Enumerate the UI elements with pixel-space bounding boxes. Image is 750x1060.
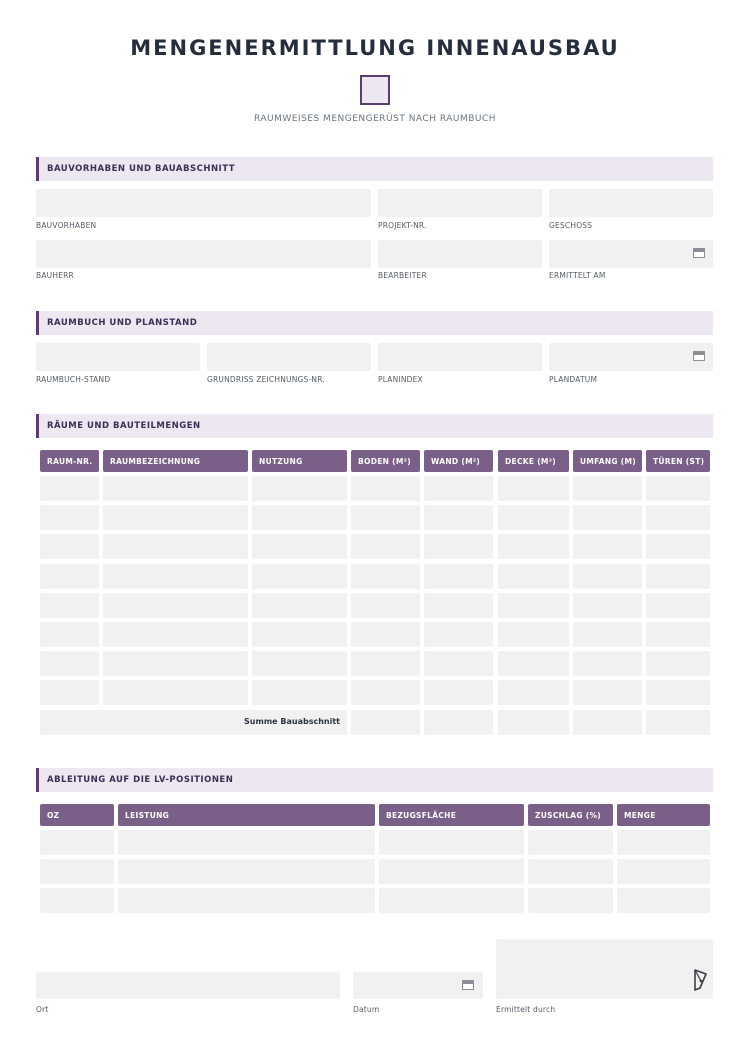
raeume-cell[interactable] xyxy=(646,476,710,501)
raeume-header-cell xyxy=(252,450,347,472)
plandatum-label: PLANDATUM xyxy=(549,375,598,384)
lv-cell[interactable] xyxy=(379,830,524,855)
planindex-field[interactable] xyxy=(378,343,542,371)
raeume-cell[interactable] xyxy=(103,680,248,705)
raeume-cell[interactable] xyxy=(498,680,569,705)
sum-label-cell xyxy=(40,710,347,735)
raeume-cell[interactable] xyxy=(103,622,248,647)
grundriss-field[interactable] xyxy=(207,343,371,371)
signature-field[interactable] xyxy=(496,939,713,999)
lv-header-cell xyxy=(40,804,114,826)
raeume-cell[interactable] xyxy=(498,593,569,618)
lv-header-label: BEZUGSFLÄCHE xyxy=(386,811,457,820)
raeume-header-cell xyxy=(573,450,642,472)
raeume-cell[interactable] xyxy=(103,593,248,618)
sum-cell[interactable] xyxy=(424,710,493,735)
raeume-header-cell xyxy=(351,450,420,472)
page-title: MENGENERMITTLUNG INNENAUSBAU xyxy=(130,36,620,60)
lv-cell[interactable] xyxy=(528,859,613,884)
raeume-header-cell xyxy=(646,450,710,472)
section-heading: ABLEITUNG AUF DIE LV-POSITIONEN xyxy=(47,775,234,785)
logo-placeholder xyxy=(360,75,390,105)
lv-header-cell xyxy=(528,804,613,826)
raeume-cell[interactable] xyxy=(646,593,710,618)
raeume-cell[interactable] xyxy=(424,651,493,676)
bearbeiter-field[interactable] xyxy=(378,240,542,268)
bauherr-field[interactable] xyxy=(36,240,371,268)
sum-cell[interactable] xyxy=(351,710,420,735)
raeume-cell[interactable] xyxy=(646,622,710,647)
lv-cell[interactable] xyxy=(617,888,710,913)
lv-cell[interactable] xyxy=(118,859,375,884)
section-heading: BAUVORHABEN UND BAUABSCHNITT xyxy=(47,164,236,174)
lv-cell[interactable] xyxy=(617,830,710,855)
raeume-cell[interactable] xyxy=(573,505,642,530)
raeume-cell[interactable] xyxy=(252,564,347,589)
raeume-cell[interactable] xyxy=(424,564,493,589)
lv-header-label: LEISTUNG xyxy=(125,811,170,820)
raeume-cell[interactable] xyxy=(351,680,420,705)
lv-cell[interactable] xyxy=(40,859,114,884)
raeume-cell[interactable] xyxy=(252,680,347,705)
bauvorhaben-label: BAUVORHABEN xyxy=(36,221,97,230)
raeume-cell[interactable] xyxy=(103,534,248,559)
ort-field[interactable] xyxy=(36,972,340,999)
datum-label: Datum xyxy=(353,1005,380,1014)
lv-cell[interactable] xyxy=(379,859,524,884)
lv-cell[interactable] xyxy=(40,888,114,913)
section-bauvorhaben xyxy=(36,157,713,181)
raeume-cell[interactable] xyxy=(424,680,493,705)
raeume-cell[interactable] xyxy=(573,534,642,559)
lv-header-cell xyxy=(379,804,524,826)
raeume-cell[interactable] xyxy=(40,476,99,501)
lv-cell[interactable] xyxy=(379,888,524,913)
raeume-header-cell xyxy=(498,450,569,472)
lv-cell[interactable] xyxy=(528,830,613,855)
raeume-cell[interactable] xyxy=(498,505,569,530)
raeume-cell[interactable] xyxy=(646,564,710,589)
ort-label: Ort xyxy=(36,1005,49,1014)
sum-cell[interactable] xyxy=(498,710,569,735)
lv-cell[interactable] xyxy=(528,888,613,913)
raeume-cell[interactable] xyxy=(424,476,493,501)
lv-cell[interactable] xyxy=(617,859,710,884)
projekt-nr-field[interactable] xyxy=(378,189,542,217)
grundriss-label: GRUNDRISS ZEICHNUNGS-NR. xyxy=(207,375,325,384)
section-raeume xyxy=(36,414,713,438)
section-lv xyxy=(36,768,713,792)
sum-label: Summe Bauabschnitt xyxy=(244,717,340,726)
ermittelt-am-field[interactable] xyxy=(549,240,713,268)
bauvorhaben-field[interactable] xyxy=(36,189,371,217)
section-raumbuch xyxy=(36,311,713,335)
bearbeiter-label: BEARBEITER xyxy=(378,271,427,280)
raeume-cell[interactable] xyxy=(351,593,420,618)
raeume-header-label: UMFANG (M) xyxy=(580,457,636,466)
ermittelt-am-label: ERMITTELT AM xyxy=(549,271,606,280)
raeume-header-label: NUTZUNG xyxy=(259,457,303,466)
raeume-cell[interactable] xyxy=(351,476,420,501)
lv-header-label: ZUSCHLAG (%) xyxy=(535,811,602,820)
raeume-cell[interactable] xyxy=(424,505,493,530)
lv-cell[interactable] xyxy=(118,830,375,855)
raeume-cell[interactable] xyxy=(646,680,710,705)
raumbuch-stand-label: RAUMBUCH-STAND xyxy=(36,375,111,384)
raeume-header-cell xyxy=(103,450,248,472)
calendar-icon[interactable] xyxy=(693,248,705,258)
raeume-cell[interactable] xyxy=(498,476,569,501)
section-heading: RAUMBUCH UND PLANSTAND xyxy=(47,318,198,328)
raeume-header-cell xyxy=(424,450,493,472)
bauherr-label: BAUHERR xyxy=(36,271,74,280)
raeume-cell[interactable] xyxy=(498,534,569,559)
raeume-cell[interactable] xyxy=(252,651,347,676)
raeume-cell[interactable] xyxy=(424,593,493,618)
raeume-cell[interactable] xyxy=(573,680,642,705)
geschoss-field[interactable] xyxy=(549,189,713,217)
raeume-cell[interactable] xyxy=(351,564,420,589)
raeume-cell[interactable] xyxy=(103,476,248,501)
raeume-header-cell xyxy=(40,450,99,472)
raeume-header-label: DECKE (M²) xyxy=(505,457,557,466)
raeume-cell[interactable] xyxy=(103,564,248,589)
raeume-header-label: RAUM-NR. xyxy=(47,457,93,466)
raeume-cell[interactable] xyxy=(573,593,642,618)
lv-header-cell xyxy=(118,804,375,826)
page-subtitle: RAUMWEISES MENGENGERÜST NACH RAUMBUCH xyxy=(253,114,497,124)
plandatum-field[interactable] xyxy=(549,343,713,371)
raeume-cell[interactable] xyxy=(252,534,347,559)
raeume-header-label: RAUMBEZEICHNUNG xyxy=(110,457,201,466)
lv-header-label: OZ xyxy=(47,811,60,820)
lv-header-label: MENGE xyxy=(624,811,656,820)
ermittelt-durch-label: Ermittelt durch xyxy=(496,1005,556,1014)
raeume-cell[interactable] xyxy=(498,564,569,589)
raeume-cell[interactable] xyxy=(351,651,420,676)
raeume-cell[interactable] xyxy=(351,505,420,530)
raeume-cell[interactable] xyxy=(646,534,710,559)
sum-cell[interactable] xyxy=(646,710,710,735)
raeume-cell[interactable] xyxy=(40,534,99,559)
lv-cell[interactable] xyxy=(40,830,114,855)
raeume-cell[interactable] xyxy=(498,651,569,676)
raeume-cell[interactable] xyxy=(573,622,642,647)
calendar-icon[interactable] xyxy=(693,351,705,361)
raeume-cell[interactable] xyxy=(424,534,493,559)
raeume-cell[interactable] xyxy=(573,651,642,676)
raeume-cell[interactable] xyxy=(252,593,347,618)
raumbuch-stand-field[interactable] xyxy=(36,343,200,371)
raeume-cell[interactable] xyxy=(40,593,99,618)
geschoss-label: GESCHOSS xyxy=(549,221,593,230)
raeume-header-label: BODEN (M²) xyxy=(358,457,411,466)
raeume-cell[interactable] xyxy=(40,564,99,589)
raeume-cell[interactable] xyxy=(498,622,569,647)
lv-header-cell xyxy=(617,804,710,826)
raeume-cell[interactable] xyxy=(40,651,99,676)
planindex-label: PLANINDEX xyxy=(378,375,423,384)
raeume-cell[interactable] xyxy=(252,505,347,530)
raeume-cell[interactable] xyxy=(40,505,99,530)
raeume-cell[interactable] xyxy=(40,680,99,705)
raeume-cell[interactable] xyxy=(252,622,347,647)
lv-cell[interactable] xyxy=(118,888,375,913)
raeume-cell[interactable] xyxy=(351,534,420,559)
calendar-icon[interactable] xyxy=(462,980,474,990)
raeume-header-label: TÜREN (ST) xyxy=(653,457,705,466)
pen-icon xyxy=(692,968,708,992)
raeume-cell[interactable] xyxy=(351,622,420,647)
section-heading: RÄUME UND BAUTEILMENGEN xyxy=(47,421,201,431)
raeume-cell[interactable] xyxy=(103,651,248,676)
sum-cell[interactable] xyxy=(573,710,642,735)
raeume-cell[interactable] xyxy=(573,476,642,501)
raeume-cell[interactable] xyxy=(573,564,642,589)
raeume-cell[interactable] xyxy=(40,622,99,647)
raeume-cell[interactable] xyxy=(103,505,248,530)
projekt-nr-label: PROJEKT-NR. xyxy=(378,221,427,230)
raeume-header-label: WAND (M²) xyxy=(431,457,481,466)
raeume-cell[interactable] xyxy=(424,622,493,647)
raeume-cell[interactable] xyxy=(646,651,710,676)
raeume-cell[interactable] xyxy=(646,505,710,530)
raeume-cell[interactable] xyxy=(252,476,347,501)
